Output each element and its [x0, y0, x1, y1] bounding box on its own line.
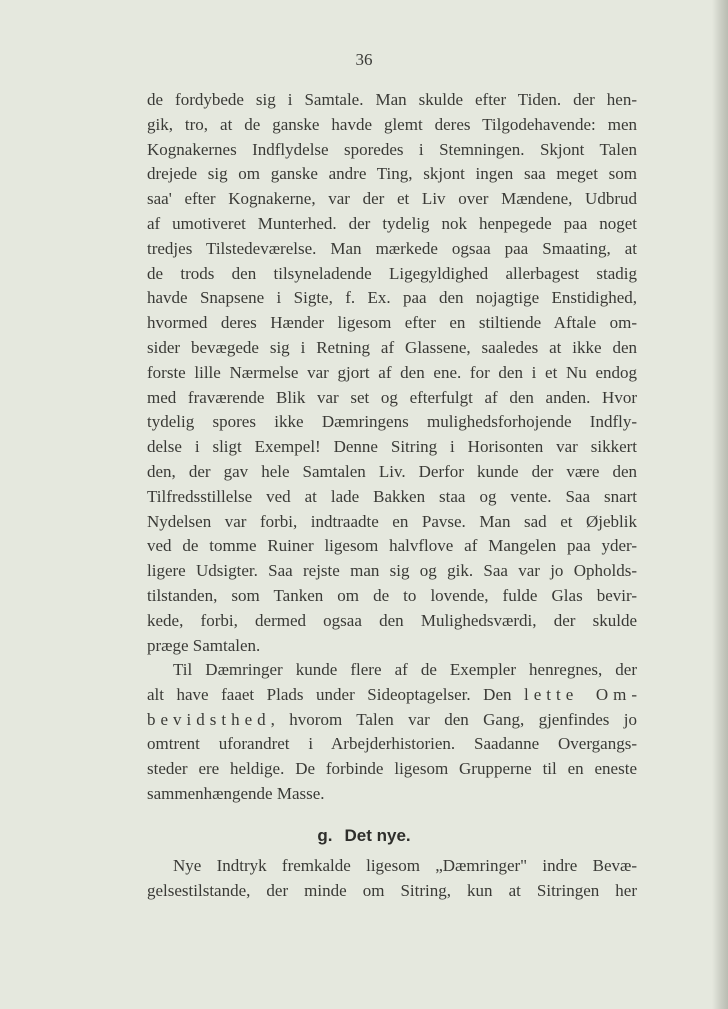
text-line: den, der gav hele Samtalen Liv. Derfor kunde der være den: [147, 461, 637, 481]
text-line: [147, 708, 637, 733]
text-line: Nydelsen var forbi, indtraadte en Pavse. Man sad et Øjeblik: [147, 511, 637, 531]
page-edge-shadow: [712, 0, 728, 1009]
text-line: steder ere heldige. De forbinde ligesom Grupperne til en eneste: [147, 759, 637, 779]
text-line: Til Dæmringer kunde flere af de Exempler henregnes, der: [173, 660, 637, 679]
text-line: de fordybede sig i Samtale. Man skulde efter Tiden. der hen-: [147, 90, 637, 109]
section-title: Det nye.: [344, 826, 411, 845]
text-line: saa' efter Kognakerne, var der et Liv over Mændene, Udbrud: [147, 189, 637, 209]
text-line: gelsestilstande, der minde om Sitring, kun at Sitringen her: [147, 880, 637, 900]
text-line: kede, forbi, dermed ogsaa den Mulighedsværdi, der skulde: [147, 610, 637, 630]
text-line: tredjes Tilstedeværelse. Man mærkede ogsaa paa Smaating, at: [147, 238, 637, 258]
text-line: ved de tomme Ruiner ligesom halvflove af Mangelen paa yder-: [147, 536, 637, 556]
text-line: havde Snapsene i Sigte, f. Ex. paa den nojagtige Enstidighed,: [147, 288, 637, 308]
section-paragraph: [147, 854, 637, 904]
text-line: omtrent uforandret i Arbejderhistorien. Saadanne Overgangs-: [147, 734, 637, 754]
text-segment: alt have faaet Plads under Sideoptagelser. Den: [147, 684, 525, 704]
text-line: Tilfredsstillelse ved at lade Bakken staa og vente. Saa snart: [147, 486, 637, 506]
text-line: ligere Udsigter. Saa rejste man sig og gik. Saa var jo Opholds-: [147, 561, 637, 581]
text-line: af umotiveret Munterhed. der tydelig nok henpegede paa noget: [147, 213, 637, 233]
section-letter: g.: [317, 826, 333, 845]
text-line: tilstanden, som Tanken om de to lovende, fulde Glas bevir-: [147, 585, 637, 605]
text-line: delse i sligt Exempel! Denne Sitring i Horisonten var sikkert: [147, 437, 637, 457]
section-heading: [0, 826, 728, 846]
paragraph-2: [147, 658, 637, 807]
text-line: drejede sig om ganske andre Ting, skjont ingen saa meget som: [147, 164, 637, 184]
spaced-emphasis: bevidsthed: [147, 709, 271, 729]
text-line: sammenhængende Masse.: [147, 783, 325, 803]
text-line: de trods den tilsyneladende Ligegyldighed allerbagest stadig: [147, 263, 637, 283]
text-line: med fraværende Blik var set og efterfulgt af den anden. Hvor: [147, 387, 637, 407]
text-segment: , hvorom Talen var den Gang, gjenfindes jo: [270, 709, 637, 729]
spaced-emphasis: lette Om: [524, 684, 632, 704]
text-line: forste lille Nærmelse var gjort af den ene. for den i et Nu endog: [147, 362, 637, 382]
text-line: [147, 683, 637, 708]
text-line: sider bevægede sig i Retning af Glassene, saaledes at ikke den: [147, 337, 637, 357]
paragraph-1: [147, 88, 637, 658]
text-line: Nye Indtryk fremkalde ligesom „Dæmringer" indre Bevæ-: [173, 856, 637, 875]
page-number: 36: [355, 50, 373, 69]
text-line: Kognakernes Indflydelse sporedes i Stemningen. Skjont Talen: [147, 139, 637, 159]
text-line: gik, tro, at de ganske havde glemt deres Tilgodehavende: men: [147, 114, 637, 134]
text-line: hvormed deres Hænder ligesom efter en stiltiende Aftale om-: [147, 313, 637, 333]
text-segment: -: [631, 684, 637, 704]
text-line: præge Samtalen.: [147, 635, 261, 655]
text-line: tydelig spores ikke Dæmringens mulighedsforhojende Indfly-: [147, 412, 637, 432]
